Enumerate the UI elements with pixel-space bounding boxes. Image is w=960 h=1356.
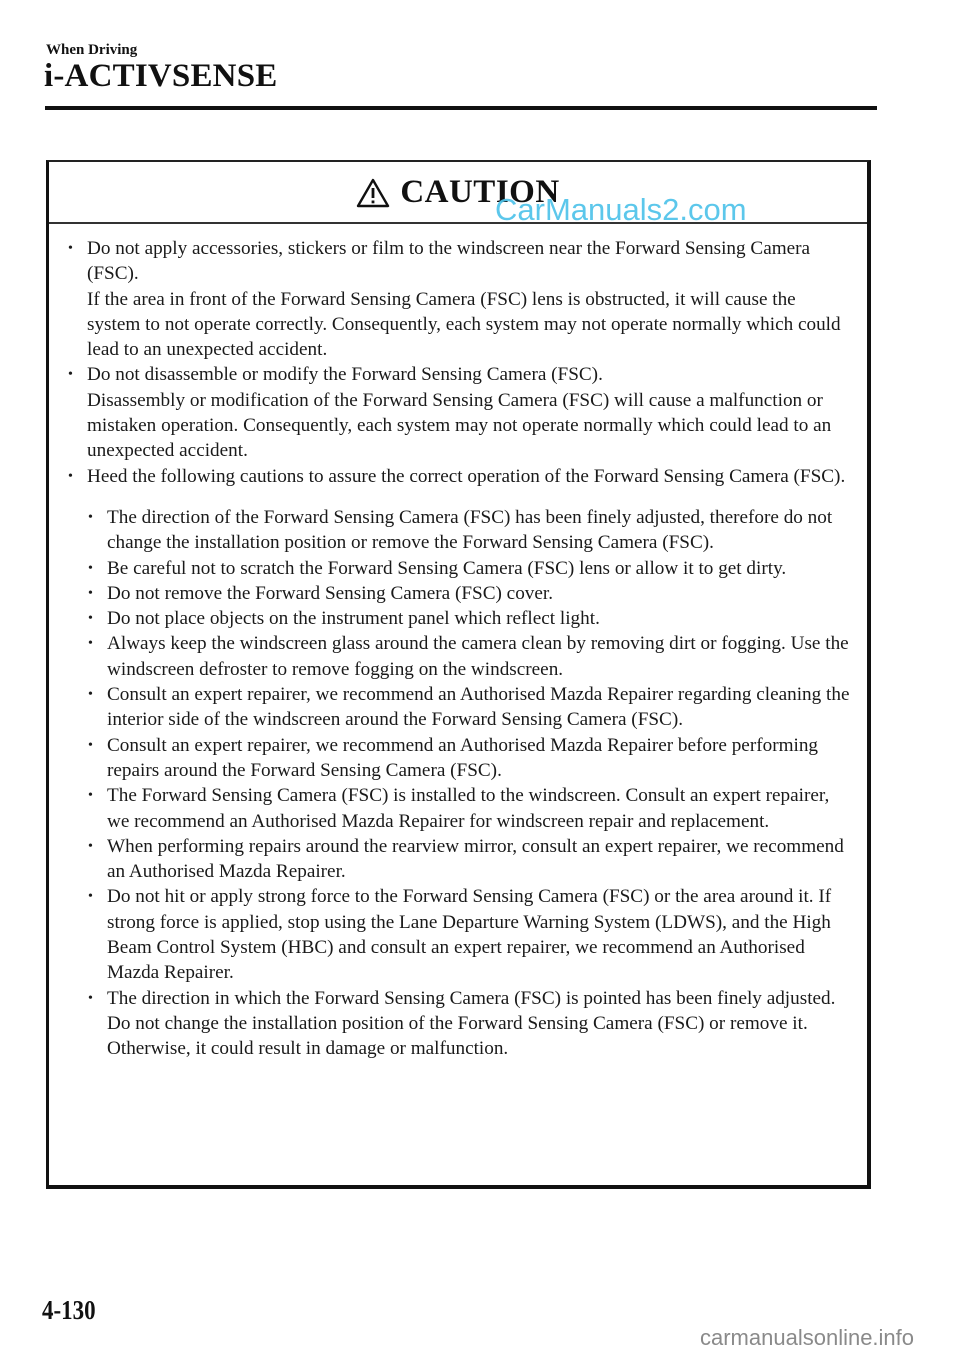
bullet: • [88, 636, 93, 652]
caution-subtext: Always keep the windscreen glass around the camera clean by removing dirt or fogging. Use the windscreen defroster to remove fogging on the windscreen. [107, 633, 849, 680]
caution-text: Heed the following cautions to assure the correct operation of the Forward Sensing Camera (FSC). [87, 465, 846, 487]
caution-subitem [83, 884, 853, 985]
bullet: • [88, 838, 93, 854]
bullet: • [68, 241, 73, 256]
caution-subtext: The Forward Sensing Camera (FSC) is installed to the windscreen. Consult an expert repairer, we recommend an Authorised Mazda Repairer for windscreen repair and replacement. [107, 785, 830, 832]
caution-subitem [83, 581, 853, 606]
bullet: • [88, 585, 93, 601]
caution-item [63, 464, 853, 1062]
caution-subtext: The direction of the Forward Sensing Camera (FSC) has been finely adjusted, therefore do not change the installation position or remove the Forward Sensing Camera (FSC). [107, 506, 833, 554]
caution-subitem [83, 834, 853, 885]
bullet: • [88, 687, 93, 703]
bullet: • [88, 611, 93, 627]
warning-triangle-icon [356, 178, 390, 208]
caution-item [63, 362, 853, 463]
caution-subtext: Be careful not to scratch the Forward Sensing Camera (FSC) lens or allow it to get dirty. [107, 557, 787, 579]
caution-subtext: Do not remove the Forward Sensing Camera (FSC) cover. [107, 582, 554, 604]
caution-item [63, 236, 853, 362]
caution-text: Do not apply accessories, stickers or film to the windscreen near the Forward Sensing Camera (FSC). [87, 238, 811, 285]
bullet: • [68, 468, 73, 484]
caution-subitem [83, 505, 853, 556]
watermark-carmanualsonline: carmanualsonline.info [700, 1325, 915, 1350]
caution-header [49, 162, 867, 227]
caution-subitem [83, 682, 853, 733]
caution-subitem [83, 606, 853, 631]
watermark-carmanuals2: CarManuals2.com [495, 192, 747, 227]
caution-text: If the area in front of the Forward Sensing Camera (FSC) lens is obstructed, it will cause the system to not operate correctly. Consequently, each system may not operate normally which could lead to an unexpected accident. [87, 288, 841, 361]
bullet: • [88, 737, 93, 753]
caution-body [49, 224, 867, 1062]
caution-subtext: Do not hit or apply strong force to the Forward Sensing Camera (FSC) or the area around it. If strong force is applied, stop using the Lane Departure Warning System (LDWS), and the High Beam Control System (HBC) and consult an expert repairer, we recommend an Authorised Mazda Repairer. [107, 886, 832, 984]
caution-subtext: When performing repairs around the rearview mirror, consult an expert repairer, we recommend an Authorised Mazda Repairer. [107, 835, 844, 883]
caution-subitem [83, 986, 853, 1062]
bullet: • [88, 509, 93, 525]
caution-text: Do not disassemble or modify the Forward Sensing Camera (FSC). [87, 364, 603, 386]
caution-subtext: Consult an expert repairer, we recommend an Authorised Mazda Repairer regarding cleaning the interior side of the windscreen around the Forward Sensing Camera (FSC). [107, 684, 850, 731]
caution-subitem [83, 733, 853, 784]
caution-list [63, 236, 853, 1062]
caution-title: CAUTION [400, 173, 560, 210]
page-number: 4-130 [42, 1295, 96, 1325]
caution-subtext: Consult an expert repairer, we recommend an Authorised Mazda Repairer before performing repairs around the Forward Sensing Camera (FSC). [107, 734, 819, 781]
bullet: • [88, 788, 93, 804]
title-divider [45, 106, 877, 110]
caution-sublist [63, 505, 853, 1062]
caution-box [46, 160, 871, 1189]
section-label: When Driving [46, 42, 138, 58]
bullet: • [88, 990, 93, 1006]
page-title: i-ACTIVSENSE [44, 58, 278, 94]
caution-subtext: Do not place objects on the instrument panel which reflect light. [107, 608, 600, 630]
bullet: • [88, 560, 93, 576]
caution-subitem [83, 631, 853, 682]
bullet: • [88, 889, 93, 905]
caution-text: Disassembly or modification of the Forward Sensing Camera (FSC) will cause a malfunction or mistaken operation. Consequently, each system may not operate normally which could lead to an unexpected accident. [87, 389, 832, 462]
caution-subitem [83, 783, 853, 834]
bullet: • [68, 367, 73, 383]
caution-subitem [83, 556, 853, 581]
caution-subtext: The direction in which the Forward Sensing Camera (FSC) is pointed has been finely adjusted. Do not change the installation position of the Forward Sensing Camera (FSC) or remove it. Otherwise, it could result in damage or malfunction. [107, 987, 836, 1060]
